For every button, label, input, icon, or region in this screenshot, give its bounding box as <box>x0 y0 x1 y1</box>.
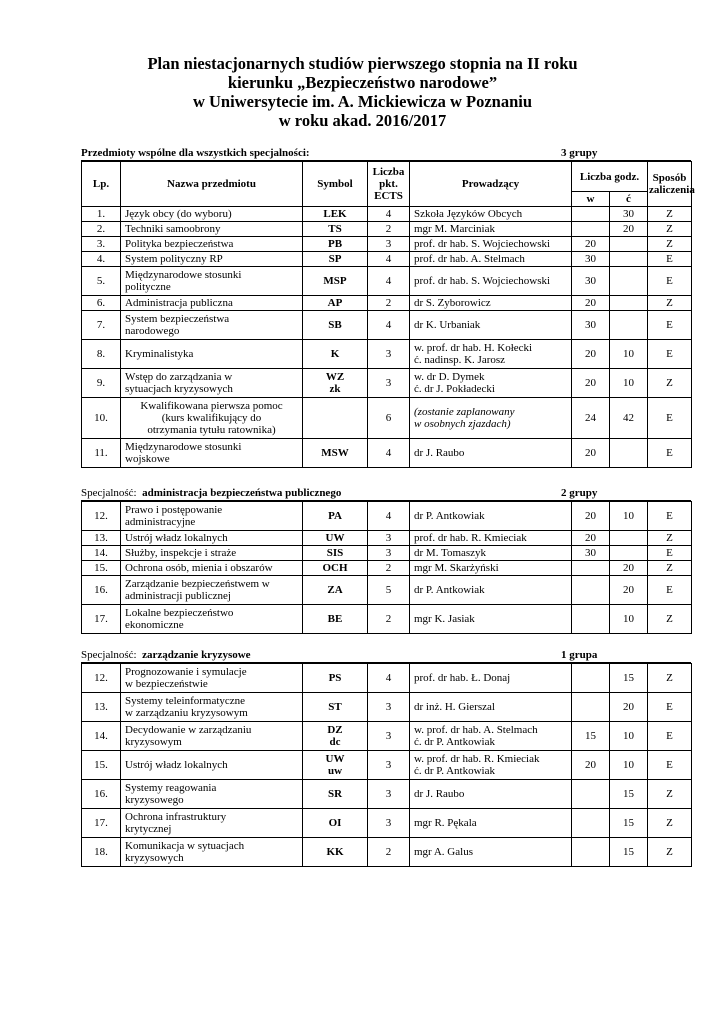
cell-lp: 6. <box>82 296 121 311</box>
cell-c: 10 <box>610 340 648 369</box>
header-c: ć <box>610 192 648 207</box>
header-symbol: Symbol <box>303 162 368 207</box>
cell-ects: 6 <box>368 398 410 439</box>
cell-prowadzacy: dr J. Raubo <box>410 439 572 468</box>
cell-name: Międzynarodowe stosunki polityczne <box>121 267 303 296</box>
cell-zaliczenie: E <box>648 267 692 296</box>
cell-symbol: OCH <box>303 561 368 576</box>
cell-zaliczenie: Z <box>648 222 692 237</box>
cell-zaliczenie: E <box>648 311 692 340</box>
table-row <box>82 311 692 340</box>
title-line-3: w Uniwersytecie im. A. Mickiewicza w Poznaniu <box>192 92 533 111</box>
section-zk-prefix: Specjalność: <box>81 649 137 661</box>
cell-lp: 11. <box>82 439 121 468</box>
cell-c: 10 <box>610 502 648 531</box>
cell-c <box>610 237 648 252</box>
document-title <box>0 54 725 130</box>
cell-w <box>572 693 610 722</box>
cell-w <box>572 664 610 693</box>
cell-ects: 4 <box>368 207 410 222</box>
header-nazwa: Nazwa przedmiotu <box>121 162 303 207</box>
cell-c: 20 <box>610 561 648 576</box>
cell-symbol: MSP <box>303 267 368 296</box>
cell-ects: 4 <box>368 502 410 531</box>
cell-ects: 2 <box>368 296 410 311</box>
cell-ects: 3 <box>368 809 410 838</box>
cell-zaliczenie: E <box>648 252 692 267</box>
cell-zaliczenie: Z <box>648 780 692 809</box>
cell-symbol: SIS <box>303 546 368 561</box>
table-row <box>82 809 692 838</box>
cell-lp: 14. <box>82 722 121 751</box>
cell-name: Kryminalistyka <box>121 340 303 369</box>
cell-c: 10 <box>610 605 648 634</box>
header-liczba-godz: Liczba godz. <box>572 162 648 192</box>
cell-lp: 7. <box>82 311 121 340</box>
cell-zaliczenie: Z <box>648 369 692 398</box>
table-row <box>82 693 692 722</box>
table-row <box>82 546 692 561</box>
cell-w: 24 <box>572 398 610 439</box>
cell-zaliczenie: E <box>648 751 692 780</box>
cell-symbol: BE <box>303 605 368 634</box>
cell-w: 20 <box>572 531 610 546</box>
cell-symbol: TS <box>303 222 368 237</box>
cell-prowadzacy: dr M. Tomaszyk <box>410 546 572 561</box>
cell-zaliczenie: Z <box>648 207 692 222</box>
cell-prowadzacy: dr P. Antkowiak <box>410 576 572 605</box>
table-abp-subjects <box>81 501 692 634</box>
section-zk-groups: 1 grupa <box>561 649 598 661</box>
cell-zaliczenie: E <box>648 340 692 369</box>
cell-w <box>572 207 610 222</box>
cell-zaliczenie: E <box>648 398 692 439</box>
cell-c: 30 <box>610 207 648 222</box>
cell-w: 20 <box>572 502 610 531</box>
cell-prowadzacy: w. dr D. Dymek ć. dr J. Pokładecki <box>410 369 572 398</box>
cell-symbol: OI <box>303 809 368 838</box>
cell-lp: 17. <box>82 809 121 838</box>
cell-ects: 2 <box>368 222 410 237</box>
cell-w <box>572 576 610 605</box>
table-row <box>82 340 692 369</box>
cell-name: Decydowanie w zarządzaniu kryzysowym <box>121 722 303 751</box>
cell-ects: 3 <box>368 237 410 252</box>
cell-zaliczenie: Z <box>648 296 692 311</box>
cell-lp: 15. <box>82 751 121 780</box>
cell-name: Międzynarodowe stosunki wojskowe <box>121 439 303 468</box>
cell-ects: 3 <box>368 722 410 751</box>
cell-symbol: SP <box>303 252 368 267</box>
cell-prowadzacy: w. prof. dr hab. H. Kołecki ć. nadinsp. K. Jarosz <box>410 340 572 369</box>
table-row <box>82 751 692 780</box>
cell-prowadzacy: mgr M. Marciniak <box>410 222 572 237</box>
cell-prowadzacy: mgr M. Skarżyński <box>410 561 572 576</box>
cell-zaliczenie: E <box>648 546 692 561</box>
table-row <box>82 838 692 867</box>
cell-zaliczenie: E <box>648 693 692 722</box>
cell-c <box>610 296 648 311</box>
cell-ects: 2 <box>368 605 410 634</box>
cell-name: Ustrój władz lokalnych <box>121 751 303 780</box>
cell-ects: 3 <box>368 780 410 809</box>
cell-c: 15 <box>610 809 648 838</box>
cell-prowadzacy: dr J. Raubo <box>410 780 572 809</box>
cell-prowadzacy: dr S. Zyborowicz <box>410 296 572 311</box>
section-common-label: Przedmioty wspólne dla wszystkich specjalności: <box>81 147 310 159</box>
cell-prowadzacy: w. prof. dr hab. R. Kmieciak ć. dr P. Antkowiak <box>410 751 572 780</box>
cell-lp: 16. <box>82 780 121 809</box>
cell-w <box>572 809 610 838</box>
table-zk-subjects <box>81 663 692 867</box>
cell-lp: 12. <box>82 502 121 531</box>
cell-w <box>572 780 610 809</box>
cell-c: 15 <box>610 780 648 809</box>
cell-name: Lokalne bezpieczeństwo ekonomiczne <box>121 605 303 634</box>
table-row <box>82 222 692 237</box>
cell-name: Systemy reagowania kryzysowego <box>121 780 303 809</box>
cell-prowadzacy: dr P. Antkowiak <box>410 502 572 531</box>
cell-w: 20 <box>572 340 610 369</box>
cell-name: Kwalifikowana pierwsza pomoc (kurs kwalifikujący do otrzymania tytułu ratownika) <box>121 398 303 439</box>
section-common-header <box>81 146 691 161</box>
cell-prowadzacy: mgr K. Jasiak <box>410 605 572 634</box>
cell-c: 15 <box>610 838 648 867</box>
table-row <box>82 561 692 576</box>
cell-ects: 3 <box>368 693 410 722</box>
cell-name: Administracja publiczna <box>121 296 303 311</box>
cell-lp: 10. <box>82 398 121 439</box>
table-row <box>82 267 692 296</box>
cell-symbol: ZA <box>303 576 368 605</box>
section-abp-header <box>81 486 691 501</box>
header-w: w <box>572 192 610 207</box>
cell-c: 20 <box>610 693 648 722</box>
cell-zaliczenie: Z <box>648 237 692 252</box>
section-abp-name: administracja bezpieczeństwa publicznego <box>142 487 342 499</box>
cell-name: Prawo i postępowanie administracyjne <box>121 502 303 531</box>
cell-zaliczenie: Z <box>648 531 692 546</box>
cell-zaliczenie: E <box>648 502 692 531</box>
cell-symbol: UW <box>303 531 368 546</box>
cell-ects: 4 <box>368 267 410 296</box>
table-row <box>82 439 692 468</box>
table-row <box>82 722 692 751</box>
cell-zaliczenie: Z <box>648 561 692 576</box>
cell-prowadzacy: w. prof. dr hab. A. Stelmach ć. dr P. Antkowiak <box>410 722 572 751</box>
cell-w: 30 <box>572 267 610 296</box>
cell-zaliczenie: Z <box>648 664 692 693</box>
cell-ects: 2 <box>368 561 410 576</box>
cell-name: Język obcy (do wyboru) <box>121 207 303 222</box>
cell-prowadzacy: Szkoła Języków Obcych <box>410 207 572 222</box>
cell-w: 20 <box>572 751 610 780</box>
header-lp: Lp. <box>82 162 121 207</box>
cell-symbol: LEK <box>303 207 368 222</box>
cell-symbol: DZ dc <box>303 722 368 751</box>
cell-symbol: SR <box>303 780 368 809</box>
cell-name: Techniki samoobrony <box>121 222 303 237</box>
cell-lp: 8. <box>82 340 121 369</box>
table-row <box>82 576 692 605</box>
cell-ects: 3 <box>368 751 410 780</box>
cell-ects: 5 <box>368 576 410 605</box>
cell-w <box>572 561 610 576</box>
cell-symbol: SB <box>303 311 368 340</box>
cell-c <box>610 546 648 561</box>
title-line-1: Plan niestacjonarnych studiów pierwszego stopnia na II roku <box>147 54 578 73</box>
section-abp-groups: 2 grupy <box>561 487 598 499</box>
cell-symbol <box>303 398 368 439</box>
cell-symbol: PA <box>303 502 368 531</box>
cell-w: 30 <box>572 311 610 340</box>
cell-lp: 18. <box>82 838 121 867</box>
table-row <box>82 605 692 634</box>
section-abp-label <box>81 486 341 500</box>
section-zk-label <box>81 648 251 662</box>
cell-symbol: UW uw <box>303 751 368 780</box>
cell-zaliczenie: E <box>648 439 692 468</box>
cell-c <box>610 267 648 296</box>
table-row <box>82 398 692 439</box>
cell-lp: 9. <box>82 369 121 398</box>
cell-ects: 3 <box>368 369 410 398</box>
header-prowadzacy: Prowadzący <box>410 162 572 207</box>
cell-w: 20 <box>572 296 610 311</box>
cell-name: Zarządzanie bezpieczeństwem w administracji publicznej <box>121 576 303 605</box>
cell-name: Komunikacja w sytuacjach kryzysowych <box>121 838 303 867</box>
cell-c: 20 <box>610 222 648 237</box>
cell-lp: 3. <box>82 237 121 252</box>
cell-w <box>572 605 610 634</box>
section-common-groups: 3 grupy <box>561 147 598 159</box>
cell-lp: 16. <box>82 576 121 605</box>
cell-lp: 5. <box>82 267 121 296</box>
cell-lp: 13. <box>82 531 121 546</box>
cell-zaliczenie: E <box>648 576 692 605</box>
cell-prowadzacy: mgr R. Pękala <box>410 809 572 838</box>
cell-c: 10 <box>610 722 648 751</box>
cell-lp: 2. <box>82 222 121 237</box>
cell-ects: 4 <box>368 439 410 468</box>
table-row <box>82 252 692 267</box>
header-sposob: Sposób zaliczenia <box>648 162 692 207</box>
cell-ects: 3 <box>368 531 410 546</box>
cell-c: 10 <box>610 369 648 398</box>
title-line-2: kierunku „Bezpieczeństwo narodowe” <box>227 73 498 92</box>
cell-c: 20 <box>610 576 648 605</box>
cell-c: 15 <box>610 664 648 693</box>
table-row <box>82 369 692 398</box>
cell-prowadzacy: mgr A. Galus <box>410 838 572 867</box>
cell-name: Systemy teleinformatyczne w zarządzaniu kryzysowym <box>121 693 303 722</box>
cell-prowadzacy: prof. dr hab. A. Stelmach <box>410 252 572 267</box>
cell-symbol: MSW <box>303 439 368 468</box>
cell-w <box>572 222 610 237</box>
cell-prowadzacy: dr K. Urbaniak <box>410 311 572 340</box>
cell-c <box>610 252 648 267</box>
cell-prowadzacy: (zostanie zaplanowany w osobnych zjazdach) <box>410 398 572 439</box>
cell-lp: 4. <box>82 252 121 267</box>
cell-lp: 17. <box>82 605 121 634</box>
cell-ects: 2 <box>368 838 410 867</box>
title-line-4: w roku akad. 2016/2017 <box>278 111 447 130</box>
cell-ects: 4 <box>368 664 410 693</box>
cell-name: Ochrona osób, mienia i obszarów <box>121 561 303 576</box>
cell-name: Wstęp do zarządzania w sytuacjach kryzysowych <box>121 369 303 398</box>
cell-lp: 12. <box>82 664 121 693</box>
cell-w: 20 <box>572 369 610 398</box>
cell-lp: 1. <box>82 207 121 222</box>
cell-name: Prognozowanie i symulacje w bezpieczeństwie <box>121 664 303 693</box>
cell-ects: 4 <box>368 252 410 267</box>
cell-w: 20 <box>572 439 610 468</box>
cell-prowadzacy: prof. dr hab. S. Wojciechowski <box>410 267 572 296</box>
cell-ects: 3 <box>368 546 410 561</box>
table-row <box>82 531 692 546</box>
cell-zaliczenie: Z <box>648 838 692 867</box>
cell-w: 15 <box>572 722 610 751</box>
cell-name: Ochrona infrastruktury krytycznej <box>121 809 303 838</box>
cell-prowadzacy: prof. dr hab. S. Wojciechowski <box>410 237 572 252</box>
table-row <box>82 502 692 531</box>
cell-symbol: PB <box>303 237 368 252</box>
cell-lp: 14. <box>82 546 121 561</box>
cell-c: 10 <box>610 751 648 780</box>
section-abp-prefix: Specjalność: <box>81 487 137 499</box>
cell-name: System polityczny RP <box>121 252 303 267</box>
cell-symbol: WZ zk <box>303 369 368 398</box>
cell-w: 20 <box>572 237 610 252</box>
cell-symbol: AP <box>303 296 368 311</box>
cell-symbol: PS <box>303 664 368 693</box>
cell-zaliczenie: E <box>648 722 692 751</box>
table-row <box>82 207 692 222</box>
cell-symbol: K <box>303 340 368 369</box>
table-row <box>82 296 692 311</box>
cell-name: Polityka bezpieczeństwa <box>121 237 303 252</box>
cell-w: 30 <box>572 546 610 561</box>
cell-name: Ustrój władz lokalnych <box>121 531 303 546</box>
cell-w <box>572 838 610 867</box>
cell-name: Służby, inspekcje i straże <box>121 546 303 561</box>
cell-lp: 15. <box>82 561 121 576</box>
cell-prowadzacy: prof. dr hab. R. Kmieciak <box>410 531 572 546</box>
cell-lp: 13. <box>82 693 121 722</box>
cell-symbol: ST <box>303 693 368 722</box>
section-zk-name: zarządzanie kryzysowe <box>142 649 251 661</box>
header-ects: Liczba pkt. ECTS <box>368 162 410 207</box>
cell-zaliczenie: Z <box>648 809 692 838</box>
cell-name: System bezpieczeństwa narodowego <box>121 311 303 340</box>
table-row <box>82 780 692 809</box>
cell-c <box>610 311 648 340</box>
table-common-subjects <box>81 161 695 468</box>
table-row <box>82 237 692 252</box>
cell-c <box>610 531 648 546</box>
cell-c <box>610 439 648 468</box>
table-row <box>82 664 692 693</box>
cell-ects: 4 <box>368 311 410 340</box>
cell-prowadzacy: dr inż. H. Gierszal <box>410 693 572 722</box>
cell-w: 30 <box>572 252 610 267</box>
section-zk-header <box>81 648 691 663</box>
cell-symbol: KK <box>303 838 368 867</box>
cell-c: 42 <box>610 398 648 439</box>
cell-zaliczenie: Z <box>648 605 692 634</box>
cell-prowadzacy: prof. dr hab. Ł. Donaj <box>410 664 572 693</box>
cell-ects: 3 <box>368 340 410 369</box>
